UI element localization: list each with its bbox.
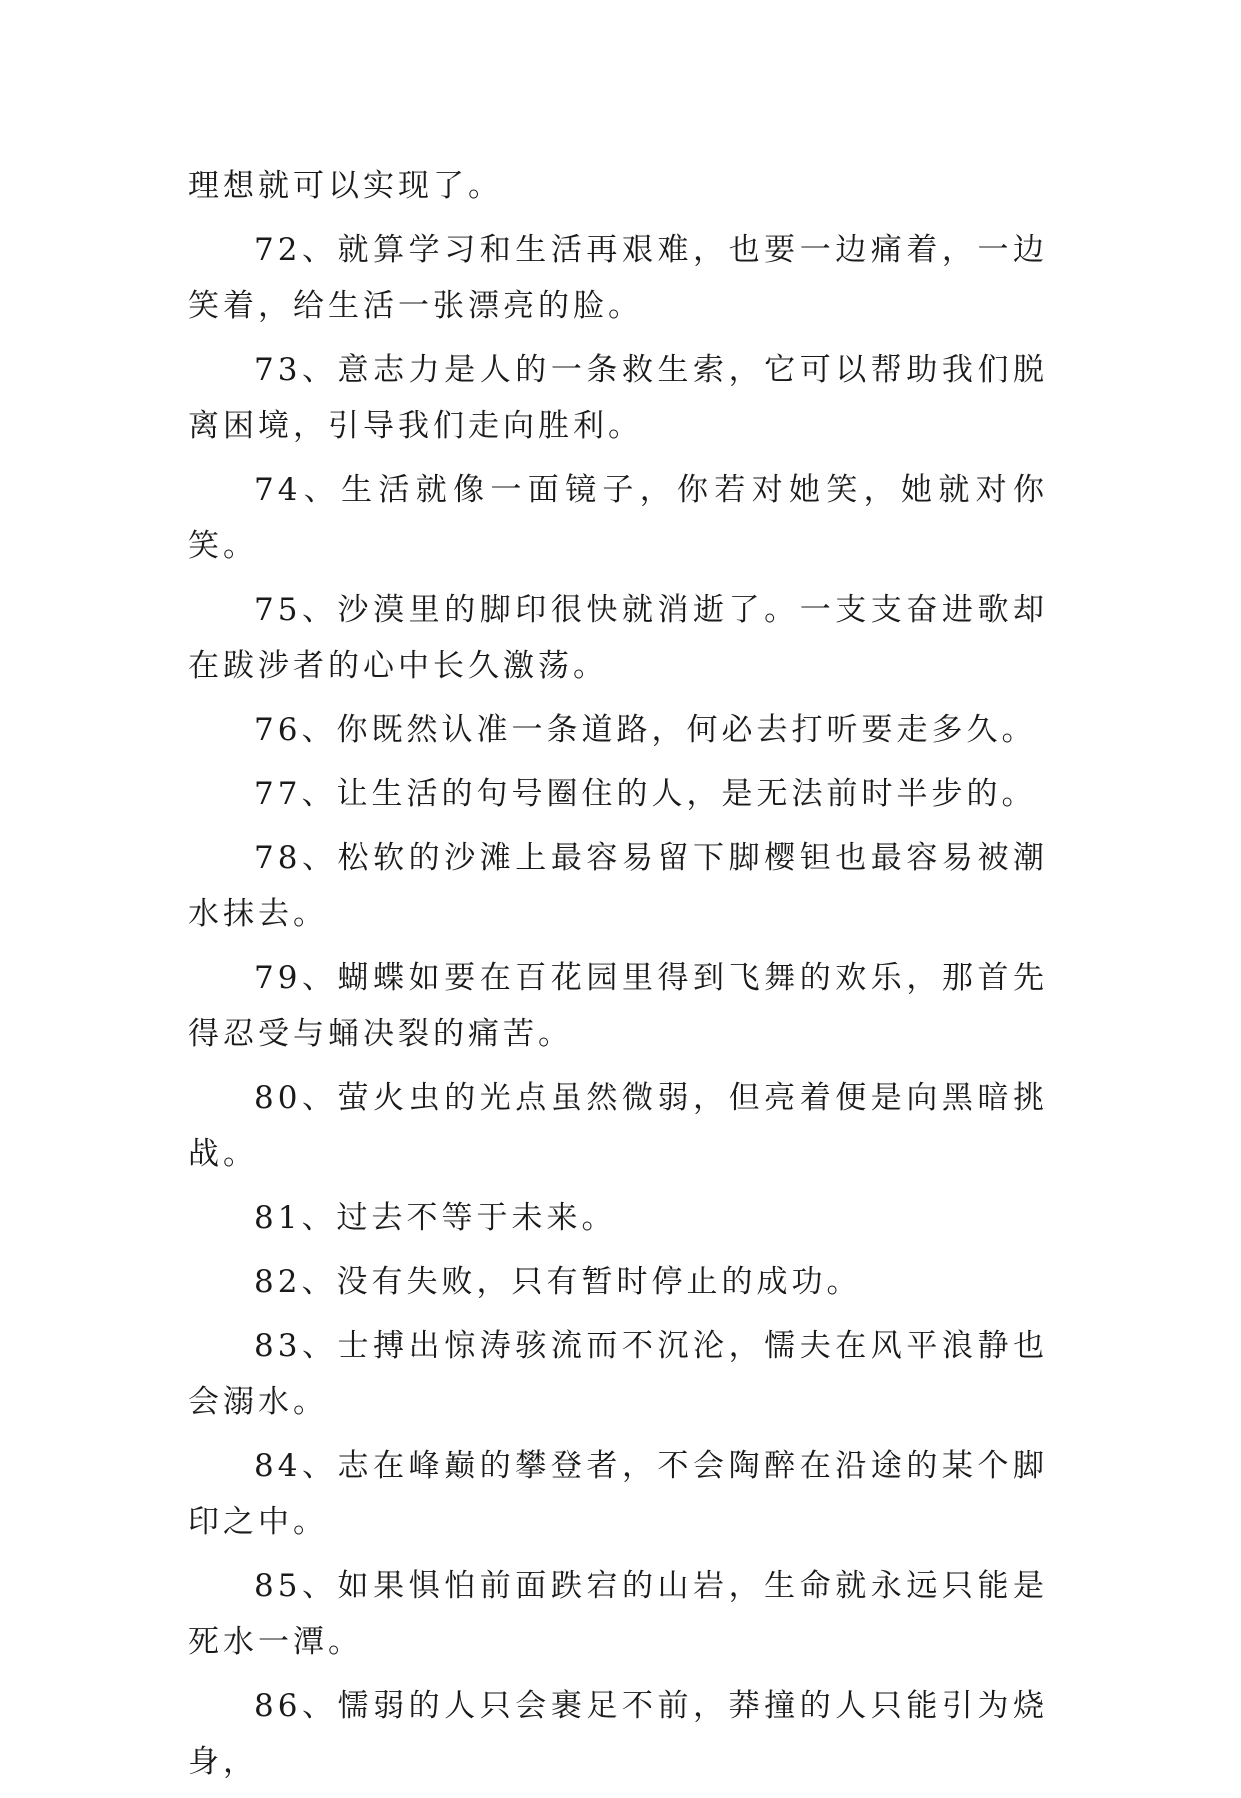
quote-74: 74、生活就像一面镜子，你若对她笑，她就对你笑。 [188,472,1048,564]
quote-83: 83、士搏出惊涛骇流而不沉沦，懦夫在风平浪静也会溺水。 [188,1328,1048,1420]
quote-72: 72、就算学习和生活再艰难，也要一边痛着，一边笑着，给生活一张漂亮的脸。 [188,232,1048,324]
quote-73: 73、意志力是人的一条救生索，它可以帮助我们脱离困境，引导我们走向胜利。 [188,352,1048,444]
quote-80: 80、萤火虫的光点虽然微弱，但亮着便是向黑暗挑战。 [188,1080,1048,1172]
quote-85: 85、如果惧怕前面跌宕的山岩，生命就永远只能是死水一潭。 [188,1568,1048,1660]
quote-77: 77、让生活的句号圈住的人，是无法前时半步的。 [254,776,1037,812]
quote-81: 81、过去不等于未来。 [254,1200,617,1236]
quote-75: 75、沙漠里的脚印很快就消逝了。一支支奋进歌却在跋涉者的心中长久激荡。 [188,592,1048,684]
quote-82: 82、没有失败，只有暂时停止的成功。 [254,1264,862,1300]
document-body [188,158,1048,1798]
quote-86: 86、懦弱的人只会裹足不前，莽撞的人只能引为烧身， [188,1688,1048,1780]
quote-84: 84、志在峰巅的攀登者，不会陶醉在沿途的某个脚印之中。 [188,1448,1048,1540]
quote-78: 78、松软的沙滩上最容易留下脚樱钽也最容易被潮水抹去。 [188,840,1048,932]
quote-79: 79、蝴蝶如要在百花园里得到飞舞的欢乐，那首先得忍受与蛹决裂的痛苦。 [188,960,1048,1052]
quote-76: 76、你既然认准一条道路，何必去打听要走多久。 [254,712,1037,748]
paragraph-continuation: 理想就可以实现了。 [188,168,503,204]
